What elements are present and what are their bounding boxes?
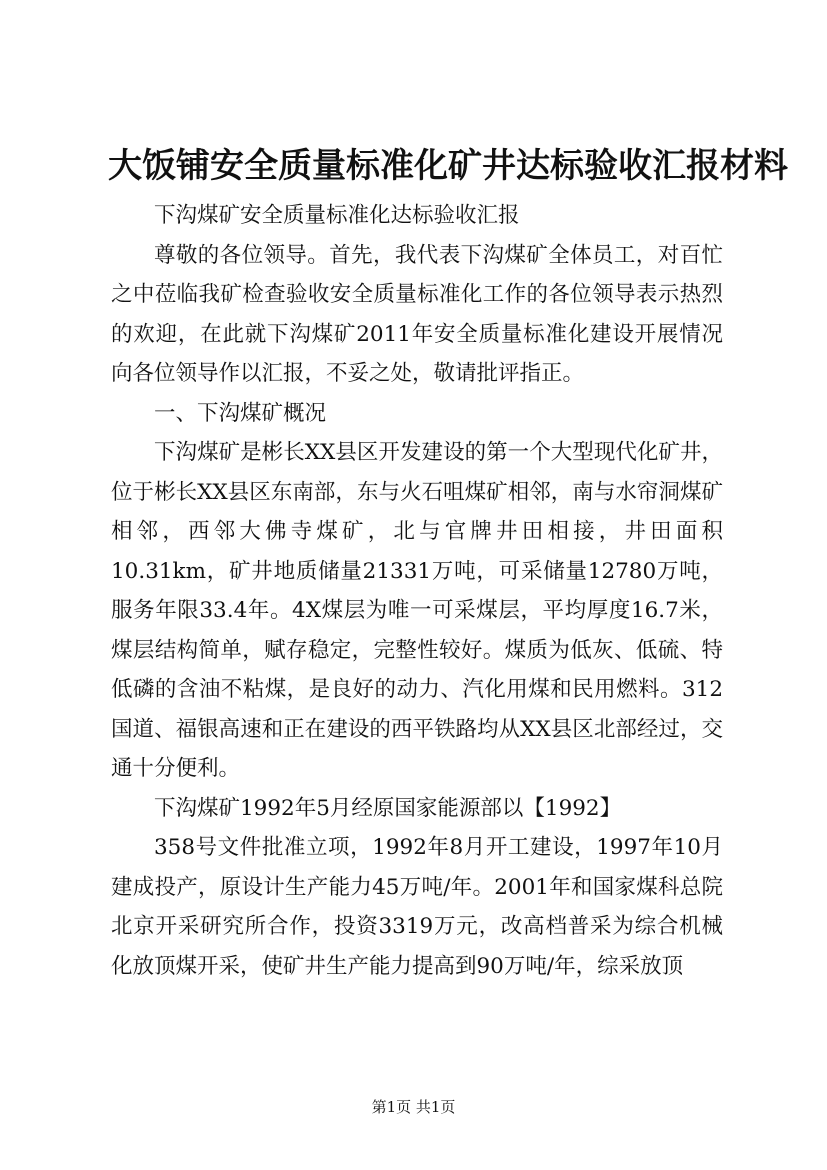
- history-paragraph-start: 下沟煤矿1992年5月经原国家能源部以【1992】: [154, 795, 622, 821]
- document-body: [111, 196, 723, 986]
- page-footer: 第1页 共1页: [371, 1098, 456, 1116]
- history-paragraph: 358号文件批准立项，1992年8月开工建设，1997年10月建成投产，原设计生产能力45万吨/年。2001年和国家煤科总院北京开采研究所合作，投资3319万元，改高档普采为综合机械化放顶煤开采，使矿井生产能力提高到90万吨/年，综采放顶: [111, 835, 723, 979]
- document-title: 大饭铺安全质量标准化矿井达标验收汇报材料: [108, 146, 788, 186]
- report-heading: 下沟煤矿安全质量标准化达标验收汇报: [154, 203, 520, 228]
- overview-paragraph: 下沟煤矿是彬长XX县区开发建设的第一个大型现代化矿井，位于彬长XX县区东南部，东与火石咀煤矿相邻，南与水帘洞煤矿相邻，西邻大佛寺煤矿，北与官牌井田相接，井田面积10.31km，矿井地质储量21331万吨，可采储量12780万吨，服务年限33.4年。4X煤层为唯一可采煤层，平均厚度16.7米，煤层结构简单，赋存稳定，完整性较好。煤质为低灰、低硫、特低磷的含油不粘煤，是良好的动力、汽化用煤和民用燃料。312国道、福银高速和正在建设的西平铁路均从XX县区北部经过，交通十分便利。: [111, 440, 723, 781]
- section-heading-overview: 一、下沟煤矿概况: [154, 400, 327, 426]
- greeting-paragraph: 尊敬的各位领导。首先，我代表下沟煤矿全体员工，对百忙之中莅临我矿检查验收安全质量标准化工作的各位领导表示热烈的欢迎，在此就下沟煤矿2011年安全质量标准化建设开展情况向各位领导作以汇报，不妥之处，敬请批评指正。: [111, 242, 723, 386]
